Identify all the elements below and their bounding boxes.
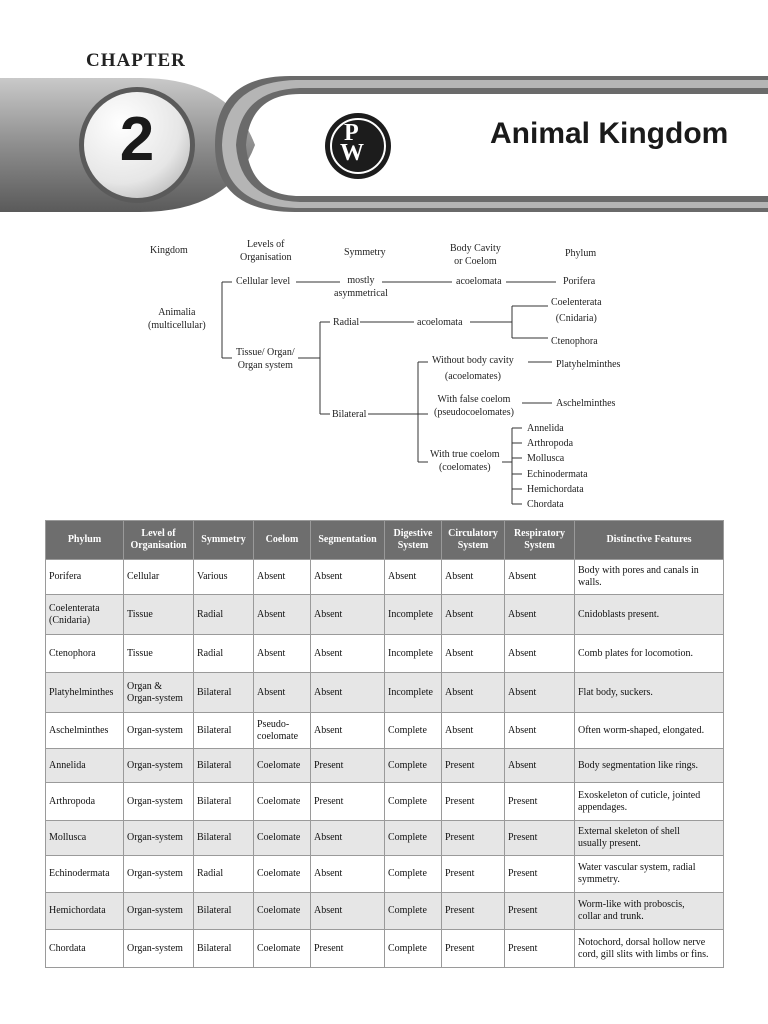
table-cell-circulatory-system: Absent	[442, 673, 505, 713]
table-cell-segmentation: Absent	[311, 821, 385, 856]
table-cell-respiratory-system: Absent	[505, 713, 575, 749]
table-cell-coelom: Coelomate	[254, 893, 311, 930]
tree-node-acoelomata-cellular: acoelomata	[456, 276, 502, 287]
tree-node-animalia: Animalia (multicellular)	[148, 307, 206, 331]
tree-header-symmetry: Symmetry	[344, 247, 386, 258]
table-row	[46, 856, 724, 893]
tree-node-radial: Radial	[333, 317, 360, 328]
tree-node-chordata: Chordata	[527, 499, 564, 510]
table-cell-coelom: Absent	[254, 635, 311, 673]
table-cell-symmetry: Radial	[194, 635, 254, 673]
table-cell-segmentation: Present	[311, 783, 385, 821]
table-cell-phylum: Hemichordata	[46, 893, 124, 930]
table-cell-respiratory-system: Present	[505, 930, 575, 968]
table-cell-phylum: Annelida	[46, 749, 124, 783]
table-cell-phylum: Ctenophora	[46, 635, 124, 673]
tree-header-body-cavity: Body Cavity or Coelom	[450, 243, 501, 267]
table-cell-phylum: Coelenterata (Cnidaria)	[46, 595, 124, 635]
table-cell-circulatory-system: Present	[442, 821, 505, 856]
table-cell-circulatory-system: Present	[442, 893, 505, 930]
table-cell-distinctive-features: Comb plates for locomotion.	[575, 635, 724, 673]
column-header-circulatory-system: Circulatory System	[442, 521, 505, 560]
table-cell-circulatory-system: Absent	[442, 635, 505, 673]
tree-node-ctenophora: Ctenophora	[551, 336, 598, 347]
table-cell-segmentation: Absent	[311, 856, 385, 893]
tree-node-aschelminthes: Aschelminthes	[556, 398, 616, 409]
column-header-coelom: Coelom	[254, 521, 311, 560]
table-cell-respiratory-system: Present	[505, 856, 575, 893]
table-cell-distinctive-features: Exoskeleton of cuticle, jointed appendages.	[575, 783, 724, 821]
table-cell-level-of-organisation: Organ-system	[124, 893, 194, 930]
table-cell-symmetry: Bilateral	[194, 930, 254, 968]
table-row	[46, 783, 724, 821]
column-header-level-of-organisation: Level of Organisation	[124, 521, 194, 560]
table-cell-circulatory-system: Absent	[442, 713, 505, 749]
table-cell-symmetry: Bilateral	[194, 821, 254, 856]
tree-node-cellular-level: Cellular level	[236, 276, 291, 287]
tree-node-true-coelom: With true coelom (coelomates)	[430, 449, 500, 473]
table-cell-phylum: Porifera	[46, 560, 124, 595]
table-cell-segmentation: Absent	[311, 673, 385, 713]
table-cell-phylum: Platyhelminthes	[46, 673, 124, 713]
column-header-respiratory-system: Respiratory System	[505, 521, 575, 560]
table-cell-coelom: Pseudo- coelomate	[254, 713, 311, 749]
table-cell-distinctive-features: Worm-like with proboscis, collar and trunk.	[575, 893, 724, 930]
table-cell-level-of-organisation: Organ & Organ-system	[124, 673, 194, 713]
tree-node-annelida: Annelida	[527, 423, 564, 434]
table-cell-segmentation: Absent	[311, 595, 385, 635]
table-cell-respiratory-system: Present	[505, 783, 575, 821]
table-cell-phylum: Mollusca	[46, 821, 124, 856]
chapter-label: CHAPTER	[86, 50, 186, 71]
table-row	[46, 595, 724, 635]
table-cell-phylum: Echinodermata	[46, 856, 124, 893]
chapter-title: Animal Kingdom	[490, 117, 729, 150]
table-cell-digestive-system: Absent	[385, 560, 442, 595]
table-cell-coelom: Coelomate	[254, 783, 311, 821]
table-cell-distinctive-features: Body segmentation like rings.	[575, 749, 724, 783]
table-cell-respiratory-system: Absent	[505, 560, 575, 595]
table-cell-level-of-organisation: Cellular	[124, 560, 194, 595]
table-cell-distinctive-features: Cnidoblasts present.	[575, 595, 724, 635]
table-cell-coelom: Coelomate	[254, 856, 311, 893]
table-cell-symmetry: Bilateral	[194, 783, 254, 821]
tree-node-acoelomata-radial: acoelomata	[417, 317, 463, 328]
tree-node-mostly-asymmetrical: mostly asymmetrical	[334, 275, 388, 299]
table-cell-segmentation: Present	[311, 930, 385, 968]
table-cell-digestive-system: Complete	[385, 713, 442, 749]
table-cell-coelom: Coelomate	[254, 821, 311, 856]
table-row	[46, 893, 724, 930]
table-cell-circulatory-system: Present	[442, 930, 505, 968]
table-cell-respiratory-system: Present	[505, 893, 575, 930]
tree-node-tissue-organ: Tissue/ Organ/ Organ system	[236, 347, 295, 371]
table-cell-level-of-organisation: Tissue	[124, 595, 194, 635]
table-cell-respiratory-system: Absent	[505, 635, 575, 673]
table-cell-level-of-organisation: Organ-system	[124, 783, 194, 821]
tree-header-phylum: Phylum	[565, 248, 597, 259]
table-cell-digestive-system: Incomplete	[385, 595, 442, 635]
table-cell-circulatory-system: Present	[442, 749, 505, 783]
table-cell-circulatory-system: Absent	[442, 560, 505, 595]
table-cell-phylum: Arthropoda	[46, 783, 124, 821]
table-cell-distinctive-features: Body with pores and canals in walls.	[575, 560, 724, 595]
tree-node-platyhelminthes: Platyhelminthes	[556, 359, 621, 370]
table-cell-coelom: Coelomate	[254, 749, 311, 783]
table-cell-segmentation: Absent	[311, 713, 385, 749]
table-cell-segmentation: Absent	[311, 635, 385, 673]
classification-tree	[0, 230, 768, 520]
tree-node-arthropoda: Arthropoda	[527, 438, 574, 449]
table-header-row	[46, 521, 724, 560]
table-cell-level-of-organisation: Organ-system	[124, 856, 194, 893]
tree-node-hemichordata: Hemichordata	[527, 484, 584, 495]
table-cell-coelom: Absent	[254, 673, 311, 713]
tree-node-coelenterata: Coelenterata (Cnidaria)	[551, 297, 602, 324]
table-cell-symmetry: Various	[194, 560, 254, 595]
table-cell-level-of-organisation: Organ-system	[124, 821, 194, 856]
table-cell-symmetry: Bilateral	[194, 673, 254, 713]
table-cell-distinctive-features: Notochord, dorsal hollow nerve cord, gill slits with limbs or fins.	[575, 930, 724, 968]
table-cell-digestive-system: Complete	[385, 821, 442, 856]
table-row	[46, 749, 724, 783]
column-header-phylum: Phylum	[46, 521, 124, 560]
table-row	[46, 673, 724, 713]
table-cell-digestive-system: Incomplete	[385, 673, 442, 713]
tree-node-false-coelom: With false coelom (pseudocoelomates)	[434, 394, 514, 418]
publisher-logo	[325, 113, 391, 179]
tree-node-bilateral: Bilateral	[332, 409, 367, 420]
table-cell-segmentation: Absent	[311, 560, 385, 595]
table-cell-coelom: Coelomate	[254, 930, 311, 968]
table-cell-coelom: Absent	[254, 560, 311, 595]
table-cell-digestive-system: Incomplete	[385, 635, 442, 673]
table-row	[46, 635, 724, 673]
phylum-summary-table	[45, 520, 724, 968]
table-row	[46, 821, 724, 856]
table-cell-symmetry: Radial	[194, 595, 254, 635]
table-cell-level-of-organisation: Tissue	[124, 635, 194, 673]
column-header-digestive-system: Digestive System	[385, 521, 442, 560]
logo-letter-p: P	[344, 120, 359, 146]
tree-node-mollusca: Mollusca	[527, 453, 565, 464]
table-cell-respiratory-system: Absent	[505, 673, 575, 713]
tree-node-without-body-cavity: Without body cavity (acoelomates)	[432, 355, 514, 382]
chapter-number: 2	[119, 105, 155, 174]
table-cell-circulatory-system: Present	[442, 856, 505, 893]
table-cell-symmetry: Radial	[194, 856, 254, 893]
table-cell-level-of-organisation: Organ-system	[124, 930, 194, 968]
table-cell-symmetry: Bilateral	[194, 749, 254, 783]
column-header-symmetry: Symmetry	[194, 521, 254, 560]
table-cell-respiratory-system: Absent	[505, 749, 575, 783]
table-row	[46, 713, 724, 749]
table-cell-distinctive-features: Often worm-shaped, elongated.	[575, 713, 724, 749]
table-cell-distinctive-features: External skeleton of shell usually present.	[575, 821, 724, 856]
table-cell-segmentation: Present	[311, 749, 385, 783]
table-row	[46, 560, 724, 595]
table-cell-respiratory-system: Absent	[505, 595, 575, 635]
table-cell-phylum: Aschelminthes	[46, 713, 124, 749]
table-cell-level-of-organisation: Organ-system	[124, 713, 194, 749]
table-row	[46, 930, 724, 968]
table-cell-respiratory-system: Present	[505, 821, 575, 856]
table-cell-circulatory-system: Present	[442, 783, 505, 821]
table-cell-digestive-system: Complete	[385, 783, 442, 821]
table-cell-digestive-system: Complete	[385, 749, 442, 783]
table-cell-level-of-organisation: Organ-system	[124, 749, 194, 783]
tree-header-kingdom: Kingdom	[150, 245, 188, 256]
tree-node-echinodermata: Echinodermata	[527, 469, 588, 480]
logo-letter-w: W	[340, 140, 364, 166]
table-cell-symmetry: Bilateral	[194, 713, 254, 749]
tree-node-porifera: Porifera	[563, 276, 596, 287]
table-cell-distinctive-features: Flat body, suckers.	[575, 673, 724, 713]
table-cell-distinctive-features: Water vascular system, radial symmetry.	[575, 856, 724, 893]
table-cell-phylum: Chordata	[46, 930, 124, 968]
table-cell-symmetry: Bilateral	[194, 893, 254, 930]
tree-header-levels: Levels of Organisation	[240, 239, 292, 263]
table-cell-circulatory-system: Absent	[442, 595, 505, 635]
column-header-segmentation: Segmentation	[311, 521, 385, 560]
table-cell-digestive-system: Complete	[385, 893, 442, 930]
table-cell-digestive-system: Complete	[385, 856, 442, 893]
table-cell-digestive-system: Complete	[385, 930, 442, 968]
table-cell-coelom: Absent	[254, 595, 311, 635]
column-header-distinctive-features: Distinctive Features	[575, 521, 724, 560]
table-cell-segmentation: Absent	[311, 893, 385, 930]
